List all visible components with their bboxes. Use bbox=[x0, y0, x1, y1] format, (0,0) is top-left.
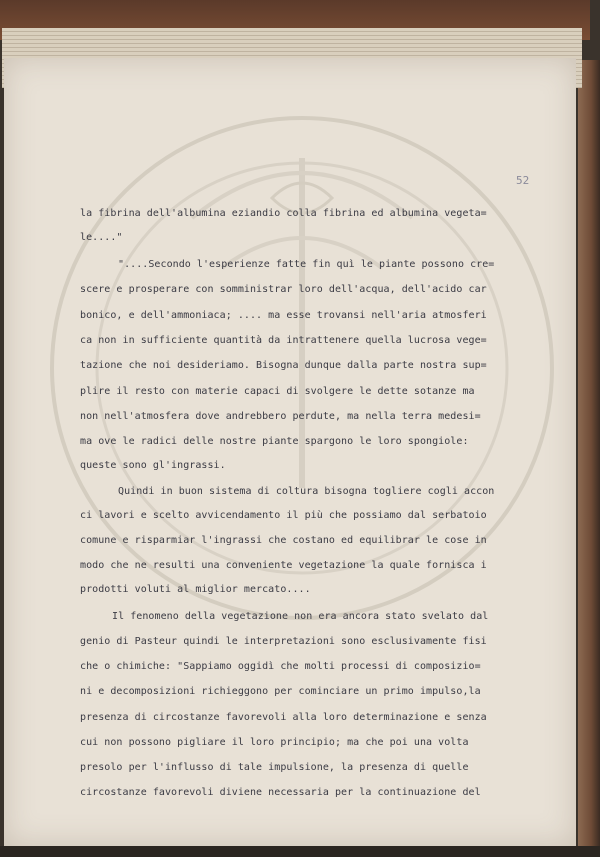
text-line: che o chimiche: "Sappiamo oggidì che molti processi di composizio= bbox=[80, 661, 481, 672]
text-line: queste sono gl'ingrassi. bbox=[80, 460, 226, 471]
text-line: bonico, e dell'ammoniaca; .... ma esse trovansi nell'aria atmosferi bbox=[80, 310, 487, 321]
text-line: presenza di circostanze favorevoli alla loro determinazione e senza bbox=[80, 712, 487, 723]
text-line: prodotti voluti al miglior mercato.... bbox=[80, 584, 311, 595]
text-line: non nell'atmosfera dove andrebbero perdute, ma nella terra medesi= bbox=[80, 411, 481, 422]
text-line: cui non possono pigliare il loro principio; ma che poi una volta bbox=[80, 737, 469, 748]
text-line: ma ove le radici delle nostre piante spargono le loro spongiole: bbox=[80, 436, 469, 447]
book-spine-edge bbox=[578, 60, 600, 857]
text-line: le...." bbox=[80, 232, 123, 243]
page-number: 52 bbox=[516, 174, 530, 187]
bottom-edge bbox=[0, 846, 600, 857]
text-line: circostanze favorevoli diviene necessaria per la continuazione del bbox=[80, 787, 481, 798]
text-line: la fibrina dell'albumina eziandio colla fibrina ed albumina vegeta= bbox=[80, 208, 487, 219]
text-line: "....Secondo l'esperienze fatte fin quì le piante possono cre= bbox=[118, 259, 495, 270]
text-line: presolo per l'influsso di tale impulsione, la presenza di quelle bbox=[80, 762, 469, 773]
text-line: Il fenomeno della vegetazione non era ancora stato svelato dal bbox=[112, 611, 489, 622]
text-line: plire il resto con materie capaci di svolgere le dette sotanze ma bbox=[80, 386, 475, 397]
text-line: comune e risparmiar l'ingrassi che costano ed equilibrar le cose in bbox=[80, 535, 487, 546]
text-line: modo che ne resulti una conveniente vegetazione la quale fornisca i bbox=[80, 560, 487, 571]
text-line: tazione che noi desideriamo. Bisogna dunque dalla parte nostra sup= bbox=[80, 360, 487, 371]
text-line: Quindi in buon sistema di coltura bisogna togliere cogli accon bbox=[118, 486, 495, 497]
document-page bbox=[4, 58, 576, 846]
text-line: genio di Pasteur quindi le interpretazioni sono esclusivamente fisi bbox=[80, 636, 487, 647]
text-line: ni e decomposizioni richieggono per cominciare un primo impulso,la bbox=[80, 686, 481, 697]
text-line: scere e prosperare con somministrar loro dell'acqua, dell'acido car bbox=[80, 284, 487, 295]
text-line: ci lavori e scelto avvicendamento il più che possiamo dal serbatoio bbox=[80, 510, 487, 521]
text-line: ca non in sufficiente quantità da intrattenere quella lucrosa vege= bbox=[80, 335, 487, 346]
